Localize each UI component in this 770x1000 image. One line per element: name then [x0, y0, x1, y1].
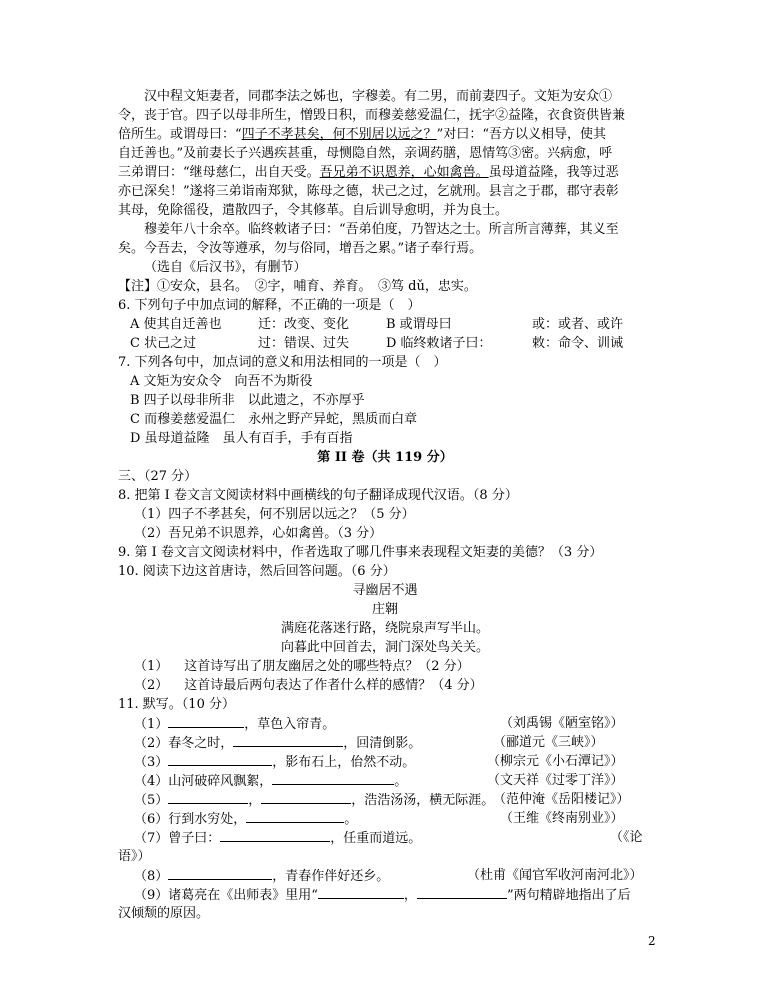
q6-option-d: D 临终敕诸子曰：	[386, 336, 492, 351]
q10-item-1	[134, 658, 470, 676]
item-separator: ，	[403, 888, 417, 903]
answer-blank[interactable]	[168, 753, 272, 766]
passage-line: 穆姜年八十余卒。临终敕诸子曰：“吾弟伯度，乃智达之士。所言所言薄葬，其义至	[144, 222, 619, 237]
item-prefix: （5）	[134, 793, 169, 808]
q7-option-b: B 四子以母非所非 以此遗之，不亦厚乎	[130, 393, 365, 408]
item-prefix: （7）曾子曰：	[134, 831, 221, 846]
q11-item-source: （柳宗元《小石潭记》）	[487, 754, 624, 769]
q11-item	[134, 753, 415, 772]
underlined-sentence-1: 四子不孝甚矣，何不别居以远之？	[241, 127, 437, 142]
page-number: 2	[648, 934, 656, 948]
passage-source: （选自《后汉书》，有删节）	[144, 260, 307, 275]
q6-stem: 6. 下列句子中加点词的解释，不正确的一项是（ ）	[118, 298, 421, 313]
q9-stem: 9. 第 I 卷文言文阅读材料中，作者选取了哪几件事来表现程文矩妻的美德？（3 分）	[118, 545, 603, 560]
q11-item-source: （《论	[610, 830, 643, 845]
item-prefix: （1）	[134, 717, 169, 732]
underlined-sentence-2: 吾兄弟不识恩养，心如禽兽。	[319, 165, 489, 180]
q8-item-1: （1）四子不孝甚矣，何不别居以远之？（5 分）	[134, 507, 415, 522]
q11-item	[134, 734, 421, 753]
item-text: 这首诗写出了朋友幽居之处的哪些特点？（2 分）	[184, 659, 470, 674]
item-text: ”两句精辟地指出了后	[506, 888, 631, 903]
section-3-heading: 三、（27 分）	[118, 469, 198, 484]
passage-line	[118, 126, 606, 144]
answer-blank[interactable]	[417, 886, 507, 899]
passage-notes: 【注】①安众，县名。 ②字，哺育、养育。 ③笃 dǔ，忠实。	[118, 279, 477, 294]
item-text: ，影布石上，佁然不动。	[272, 755, 416, 770]
q11-item	[134, 772, 407, 791]
answer-blank[interactable]	[246, 810, 344, 823]
q11-item-source: （郦道元《三峡》）	[493, 735, 604, 750]
q11-item: （5） ， ，浩浩汤汤，横无际涯。	[134, 793, 495, 808]
q7-option-a: A 文矩为安众令 向吾不为斯役	[130, 374, 313, 389]
item-text: ，青春作伴好还乡。	[272, 869, 390, 884]
q11-stem: 11. 默写。（10 分）	[118, 697, 235, 712]
q8-stem: 8. 把第 I 卷文言文阅读材料中画横线的句子翻译成现代汉语。（8 分）	[118, 488, 518, 503]
q11-item-source: （文天祥《过零丁洋》）	[487, 773, 624, 788]
q6-option-b: B 或谓母曰	[386, 317, 452, 332]
poem-title: 寻幽居不遇	[352, 583, 418, 598]
q11-item-source: （王维《终南别业》）	[500, 811, 624, 826]
item-text: ，草色入帘青。	[244, 717, 336, 732]
item-text: 这首诗最后两句表达了作者什么样的感情？（4 分）	[184, 678, 483, 693]
q8-item-2: （2）吾兄弟不识恩养，心如禽兽。（3 分）	[134, 526, 383, 541]
item-text: ，任重而道远。	[330, 831, 422, 846]
q11-item	[134, 810, 357, 829]
item-prefix: （4）山河破碎风飘絮，	[134, 774, 273, 789]
poem-line: 满庭花落迷行路，绕院泉声写半山。	[280, 621, 489, 636]
q7-option-d: D 虽母道益隆 虽人有百手，手有百指	[130, 431, 353, 446]
text-segment: 倍所生。或谓母曰：“	[118, 127, 242, 142]
q11-item-source-wrap: 语》）	[118, 849, 151, 864]
answer-blank[interactable]	[261, 791, 351, 804]
passage-line: 其母，免除徭役，遣散四子，令其修革。自后训导愈明，并为良士。	[118, 203, 509, 218]
q11-item-wrap: 汉倾颓的原因。	[118, 906, 210, 921]
passage-line: 亦已深矣！”遂将三弟诣南郑狱，陈母之德，状己之过，乞就刑。县言之于郡，郡守表彰	[118, 184, 619, 199]
passage-line: 汉中程文矩妻者，同郡李法之姊也，字穆姜。有二男，而前妻四子。文矩为安众①	[144, 89, 613, 104]
answer-blank[interactable]	[168, 791, 248, 804]
item-text: 。	[394, 774, 408, 789]
q10-item-2	[134, 677, 483, 695]
q11-item-source: （刘禹锡《陋室铭》）	[500, 716, 624, 731]
q10-stem: 10. 阅读下边这首唐诗，然后回答问题。（6 分）	[118, 564, 396, 579]
text-segment: 三弟谓曰：“继母慈仁，出自天受。	[118, 165, 320, 180]
q6-option-c: C 状己之过	[130, 336, 197, 351]
text-segment: 虽母道益隆，我等过恶	[488, 165, 619, 180]
item-prefix: （8）	[134, 869, 169, 884]
item-prefix: （2）春冬之时，	[134, 736, 234, 751]
item-text: ，浩浩汤汤，横无际涯。	[351, 793, 495, 808]
q11-item-source: （范仲淹《岳阳楼记》）	[493, 792, 630, 807]
passage-line: 自迁善也。”及前妻长子兴遇疾甚重，母恻隐自然，亲调药膳，恩情笃③密。兴病愈，呼	[118, 146, 613, 161]
q7-stem: 7. 下列各句中，加点词的意义和用法相同的一项是（ ）	[118, 355, 447, 370]
q6-option-a: A 使其自迁善也	[130, 317, 222, 332]
answer-blank[interactable]	[318, 886, 404, 899]
q11-item	[134, 715, 335, 734]
item-prefix: （9）诸葛亮在《出师表》里用“	[134, 888, 318, 903]
text-segment: ”对曰：“吾方以义相导，使其	[436, 127, 606, 142]
answer-blank[interactable]	[168, 715, 244, 728]
item-number: （2）	[134, 678, 169, 693]
item-text: ，回清倒影。	[343, 736, 422, 751]
answer-blank[interactable]	[233, 734, 343, 747]
passage-line	[118, 164, 619, 182]
q6-option-a-gloss: 迁：改变、变化	[258, 317, 350, 332]
answer-blank[interactable]	[168, 867, 272, 880]
passage-line: 矣。今吾去，令汝等遵承，勿与俗同，增吾之累。”诸子奉行焉。	[118, 241, 483, 256]
answer-blank[interactable]	[272, 772, 394, 785]
passage-line: 令，丧于官。四子以母非所生，憎毁日积，而穆姜慈爱温仁，抚字②益隆，衣食资供皆兼	[118, 108, 626, 123]
q11-item	[134, 867, 389, 886]
q11-item	[134, 829, 421, 848]
q7-option-c: C 而穆姜慈爱温仁 永州之野产异蛇，黑质而白章	[130, 412, 418, 427]
answer-blank[interactable]	[220, 829, 330, 842]
item-text: 。	[344, 812, 358, 827]
q6-option-c-gloss: 过：错误、过失	[258, 336, 350, 351]
item-prefix: （3）	[134, 755, 169, 770]
q11-item-source: （杜甫《闻官军收河南河北》）	[467, 868, 643, 883]
q6-option-b-gloss: 或：或者、或许	[532, 317, 624, 332]
poem-line: 向暮此中回首去，洞门深处鸟关关。	[280, 640, 489, 655]
q11-item	[134, 886, 631, 905]
item-prefix: （6）行到水穷处，	[134, 812, 247, 827]
item-number: （1）	[134, 659, 169, 674]
poem-author: 庄翱	[371, 602, 398, 617]
q6-option-d-gloss: 敕：命令、训诫	[532, 336, 624, 351]
volume-2-title: 第 II 卷（共 119 分）	[317, 450, 453, 465]
